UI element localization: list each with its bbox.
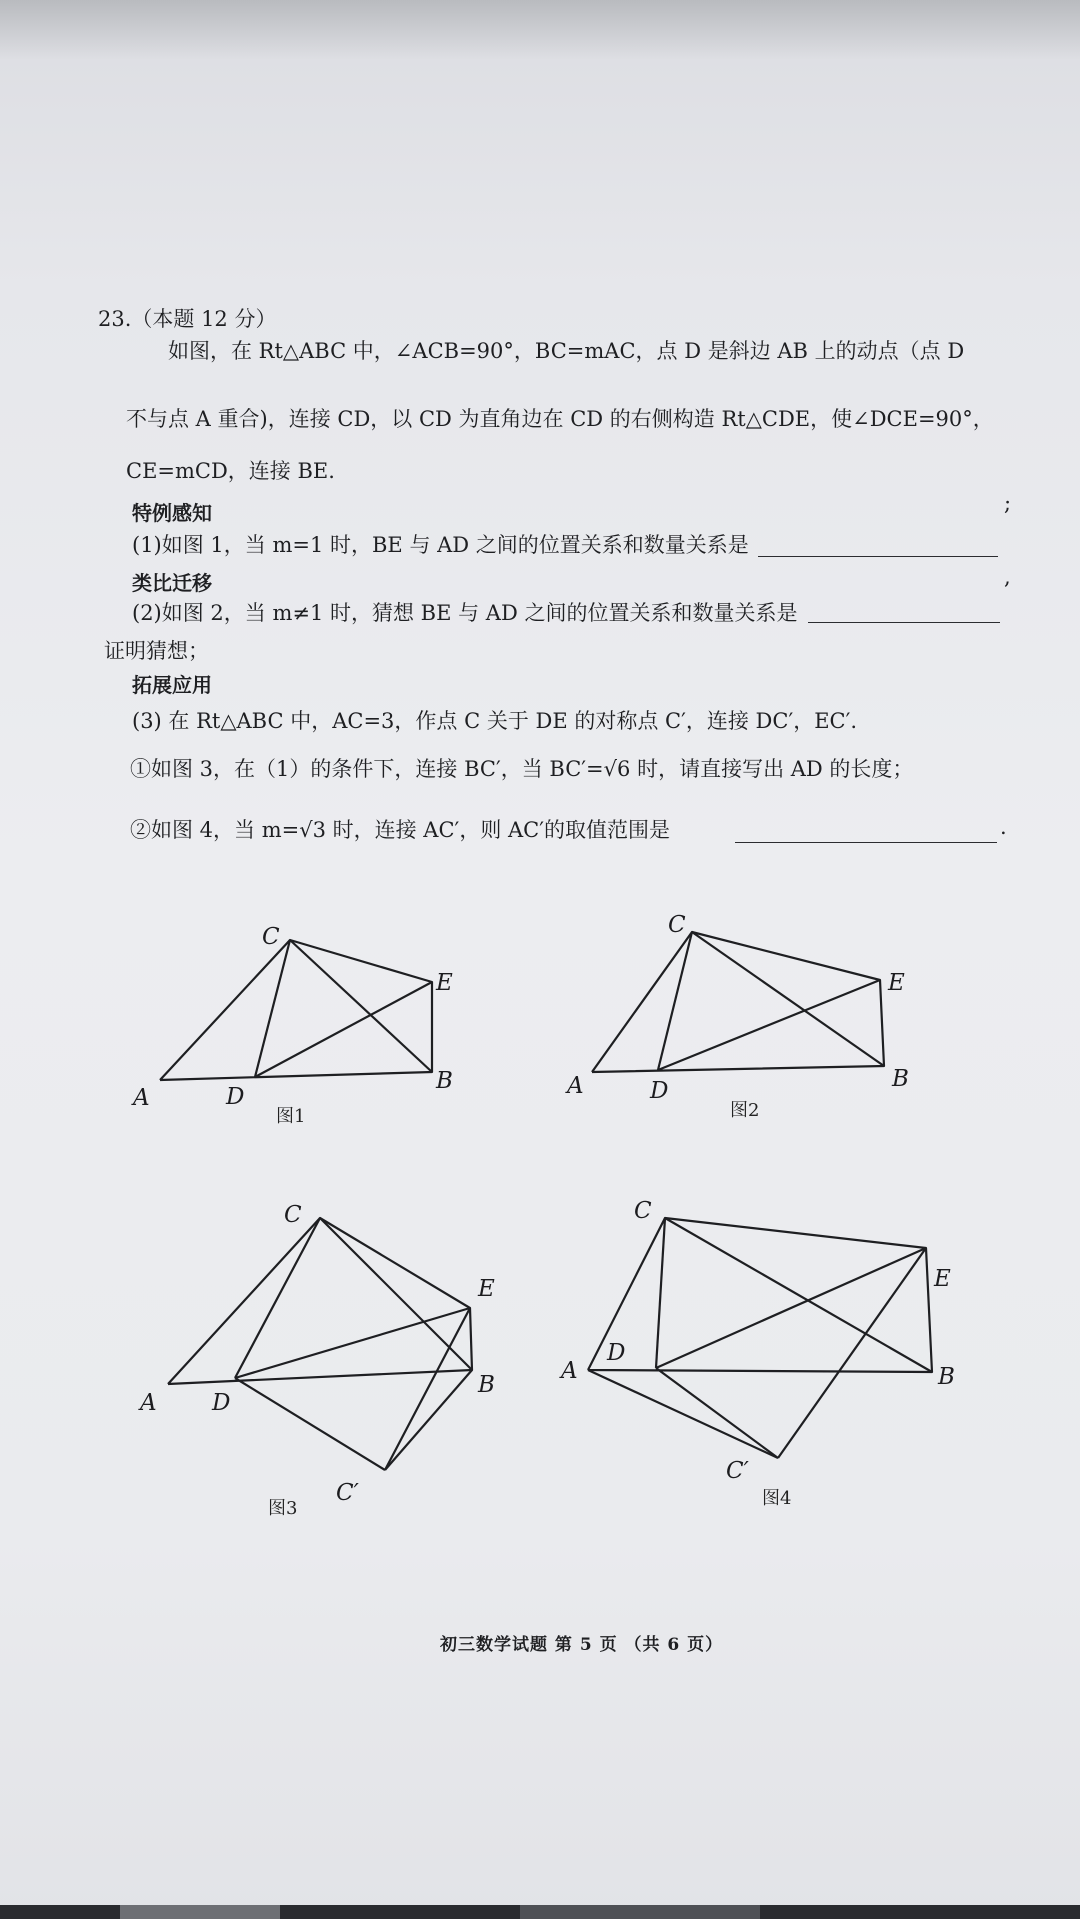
figure-1-diagram bbox=[160, 940, 432, 1080]
fig2-label-b: B bbox=[892, 1066, 909, 1092]
question-1: (1)如图 1，当 m=1 时，BE 与 AD 之间的位置关系和数量关系是 bbox=[132, 533, 749, 557]
question-2-extra: 证明猜想； bbox=[104, 639, 209, 663]
intro-line-2: 不与点 A 重合)，连接 CD，以 CD 为直角边在 CD 的右侧构造 Rt△CDE，使∠DCE=90°， bbox=[126, 407, 994, 431]
sub-question-2: ②如图 4，当 m=√3 时，连接 AC′，则 AC′的取值范围是 bbox=[130, 818, 670, 842]
section-title-3: 拓展应用 bbox=[132, 673, 212, 697]
intro-line-3: CE=mCD，连接 BE. bbox=[126, 459, 335, 483]
question-3: (3) 在 Rt△ABC 中，AC=3，作点 C 关于 DE 的对称点 C′，连接 DC′，EC′. bbox=[132, 709, 858, 733]
fig1-label-d: D bbox=[226, 1084, 245, 1110]
fig3-label-c: C bbox=[284, 1202, 302, 1228]
figure-4-caption: 图4 bbox=[762, 1488, 792, 1509]
figure-2-caption: 图2 bbox=[730, 1100, 760, 1121]
page-footer: 初三数学试题 第 5 页 （共 6 页） bbox=[440, 1635, 724, 1655]
fig4-label-c: C bbox=[634, 1198, 652, 1224]
fig3-label-e: E bbox=[478, 1276, 495, 1302]
fig1-label-c: C bbox=[262, 924, 280, 950]
sub-question-1: ①如图 3，在（1）的条件下，连接 BC′，当 BC′=√6 时，请直接写出 AD 的长度； bbox=[130, 757, 914, 781]
section-title-1: 特例感知 bbox=[132, 501, 212, 525]
figure-4-diagram bbox=[588, 1218, 932, 1458]
fig2-label-a: A bbox=[567, 1073, 584, 1099]
fig3-label-c-prime: C′ bbox=[336, 1480, 359, 1506]
question-2: (2)如图 2，当 m≠1 时，猜想 BE 与 AD 之间的位置关系和数量关系是 bbox=[132, 601, 798, 625]
figure-1-caption: 图1 bbox=[276, 1106, 306, 1127]
fig4-label-d: D bbox=[607, 1340, 626, 1366]
desk-edge-segment bbox=[120, 1905, 280, 1919]
fig4-label-a: A bbox=[561, 1358, 578, 1384]
figure-2-diagram bbox=[592, 932, 884, 1072]
sub-question-2-tail: . bbox=[1000, 815, 1007, 839]
fig1-label-a: A bbox=[133, 1085, 150, 1111]
fig2-label-d: D bbox=[650, 1078, 669, 1104]
desk-edge-segment bbox=[520, 1905, 760, 1919]
question-2-tail: , bbox=[1004, 565, 1011, 589]
question-1-tail: ; bbox=[1004, 491, 1012, 515]
fig4-label-e: E bbox=[934, 1266, 951, 1292]
fig2-label-e: E bbox=[888, 970, 905, 996]
fig3-label-b: B bbox=[478, 1372, 495, 1398]
fig3-label-a: A bbox=[140, 1390, 157, 1416]
section-title-2: 类比迁移 bbox=[132, 571, 212, 595]
fig4-label-b: B bbox=[938, 1364, 955, 1390]
desk-edge bbox=[0, 1905, 1080, 1919]
fig3-label-d: D bbox=[212, 1390, 231, 1416]
figure-3-caption: 图3 bbox=[268, 1498, 298, 1519]
problem-header: 23.（本题 12 分） bbox=[98, 307, 277, 331]
fig1-label-b: B bbox=[436, 1068, 453, 1094]
fig1-label-e: E bbox=[436, 970, 453, 996]
fig2-label-c: C bbox=[668, 912, 686, 938]
intro-line-1: 如图，在 Rt△ABC 中，∠ACB=90°，BC=mAC，点 D 是斜边 AB 上的动点（点 D bbox=[168, 339, 965, 363]
figure-3-diagram bbox=[168, 1218, 472, 1470]
fig4-label-c-prime: C′ bbox=[726, 1458, 749, 1484]
